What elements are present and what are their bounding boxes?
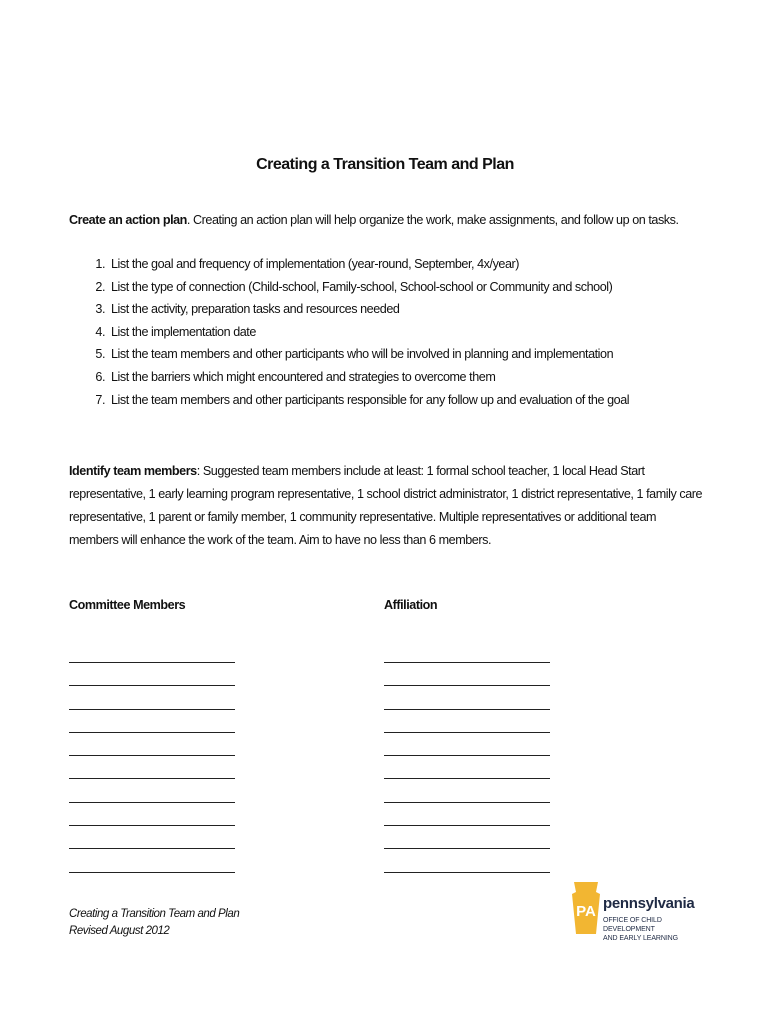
step-text: List the implementation date bbox=[111, 324, 256, 339]
step-number: 3. bbox=[95, 302, 105, 317]
member-name-line[interactable] bbox=[69, 695, 235, 718]
step-item bbox=[69, 253, 629, 276]
page-footer bbox=[69, 906, 239, 940]
committee-members-heading: Committee Members bbox=[69, 598, 186, 612]
member-name-line[interactable] bbox=[69, 648, 235, 671]
step-number: 5. bbox=[95, 347, 105, 362]
logo-subtitle-line2: AND EARLY LEARNING bbox=[603, 935, 678, 942]
pennsylvania-ocdel-logo bbox=[571, 880, 711, 942]
logo-wordmark: pennsylvania bbox=[603, 895, 695, 912]
logo-subtitle bbox=[603, 916, 711, 943]
affiliation-line[interactable] bbox=[384, 741, 550, 764]
member-name-line[interactable] bbox=[69, 741, 235, 764]
footer-title: Creating a Transition Team and Plan bbox=[69, 908, 240, 920]
affiliation-line[interactable] bbox=[384, 834, 550, 857]
step-text: List the team members and other participants responsible for any follow up and evaluation of the goal bbox=[111, 392, 630, 407]
keystone-icon bbox=[571, 880, 601, 936]
member-name-line[interactable] bbox=[69, 858, 235, 881]
logo-subtitle-line1: OFFICE OF CHILD DEVELOPMENT bbox=[603, 917, 662, 933]
committee-members-blanks bbox=[69, 648, 235, 881]
member-name-line[interactable] bbox=[69, 788, 235, 811]
member-name-line[interactable] bbox=[69, 811, 235, 834]
page-title: Creating a Transition Team and Plan bbox=[256, 156, 514, 173]
affiliation-line[interactable] bbox=[384, 648, 550, 671]
step-item bbox=[69, 321, 629, 344]
logo-mark-text: PA bbox=[576, 903, 596, 920]
team-members-paragraph bbox=[69, 460, 704, 552]
step-number: 4. bbox=[95, 324, 105, 339]
step-text: List the goal and frequency of implementation (year-round, September, 4x/year) bbox=[111, 257, 520, 271]
member-name-line[interactable] bbox=[69, 671, 235, 694]
action-plan-heading: Create an action plan bbox=[69, 213, 187, 227]
member-name-line[interactable] bbox=[69, 764, 235, 787]
affiliation-line[interactable] bbox=[384, 764, 550, 787]
member-name-line[interactable] bbox=[69, 718, 235, 741]
step-number: 7. bbox=[95, 392, 105, 407]
step-item bbox=[69, 389, 629, 412]
step-item bbox=[69, 343, 629, 366]
step-item bbox=[69, 276, 629, 299]
team-members-heading: Identify team members bbox=[69, 464, 197, 478]
step-number: 6. bbox=[95, 369, 105, 384]
footer-revision: Revised August 2012 bbox=[69, 925, 170, 937]
affiliation-blanks bbox=[384, 648, 550, 881]
step-item bbox=[69, 366, 629, 389]
affiliation-line[interactable] bbox=[384, 695, 550, 718]
affiliation-line[interactable] bbox=[384, 858, 550, 881]
affiliation-line[interactable] bbox=[384, 811, 550, 834]
team-members-text: : Suggested team members include at least: 1 formal school teacher, 1 local Head Start representative, 1 early learning program representative, 1 school district administrator, 1 district representative, 1 family care representative, 1 parent or family member, 1 community representative. Multiple representatives or additional team members will enhance the work of the team. Aim to have no less than 6 members. bbox=[69, 464, 703, 547]
action-plan-steps bbox=[69, 253, 629, 411]
step-text: List the activity, preparation tasks and resources needed bbox=[111, 302, 400, 317]
affiliation-line[interactable] bbox=[384, 671, 550, 694]
step-number: 1. bbox=[95, 257, 105, 271]
action-plan-text: . Creating an action plan will help organize the work, make assignments, and follow up on tasks. bbox=[186, 213, 679, 227]
step-text: List the type of connection (Child-school, Family-school, School-school or Community and school) bbox=[111, 279, 613, 294]
step-number: 2. bbox=[95, 279, 105, 294]
affiliation-line[interactable] bbox=[384, 788, 550, 811]
affiliation-heading: Affiliation bbox=[384, 598, 438, 612]
action-plan-paragraph bbox=[69, 209, 709, 232]
member-name-line[interactable] bbox=[69, 834, 235, 857]
step-item bbox=[69, 298, 629, 321]
step-text: List the barriers which might encountered and strategies to overcome them bbox=[111, 369, 496, 384]
step-text: List the team members and other participants who will be involved in planning and implementation bbox=[111, 347, 614, 362]
affiliation-line[interactable] bbox=[384, 718, 550, 741]
